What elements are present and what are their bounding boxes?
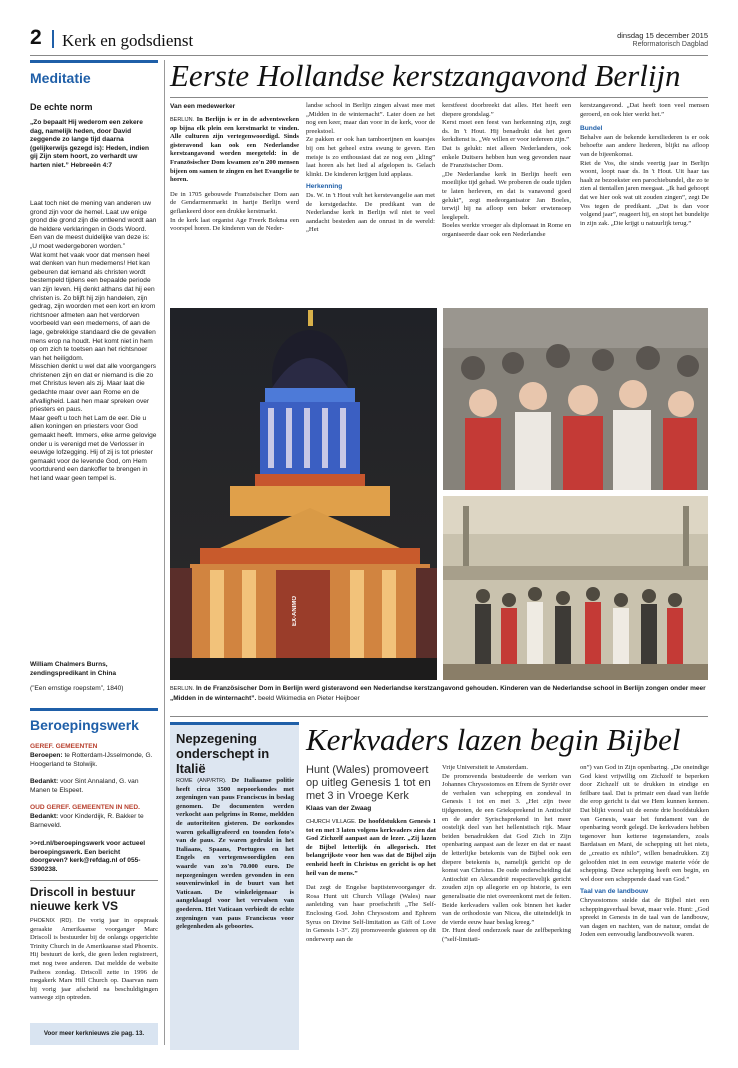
- geref-bedankt: Bedankt: voor Sint Annaland, G. van Manen te Elspeet.: [30, 778, 139, 794]
- section-title: Kerk en godsdienst: [62, 31, 194, 50]
- page-number: 2: [30, 26, 42, 49]
- photo-franzosischer-dom: [170, 308, 437, 680]
- main-headline: Eerste Hollandse kerstzangavond Berlijn: [170, 58, 681, 93]
- main-photo-caption: BERLIJN. In de Französischer Dom in Berlijn werd gisteravond een Nederlandse kerstzangavond gehouden. Kinderen van de Nederlandse school in Berlijn zongen onder meer „Midden in de winternacht”. beeld Wikimedia en Pieter Heijboer: [170, 685, 706, 702]
- meditatie-heading: De echte norm: [30, 102, 93, 112]
- main-byline: Van een medewerker: [170, 103, 236, 110]
- beroepingswerk-title: Beroepingswerk: [30, 717, 139, 733]
- geref-beroepen: Beroepen: te Rotterdam-IJsselmonde, G. Hoogerland te Stolwijk.: [30, 752, 153, 768]
- meditatie-quote: „Zo bepaalt Hij wederom een zekere dag, namelijk heden, door David zeggende zo lange tijd daarna (gelijkerwijs gezegd is): Heden, indien gij Zijn stem hoort, zo verhardt uw harten niet.” Hebreeën 4:7: [30, 119, 150, 169]
- meditatie-body: Laat toch niet de mening van anderen uw grond zijn voor de hemel. Laat uw enige grond die grond zijn die ontleend wordt aan de heldere verklaringen in Gods Woord. Een van de meest duidelijke van deze is: „U moet wedergeboren worden.” Wat komt het vaak voor dat mensen heel wat denken van hun medemens! Het kan gebeuren dat iemand als christen wordt bestempeld tijdens een bepaalde periode van zijn leven. Hij denkt althans dat hij een christen is. Zo blijft hij zijn handelen, zijn gedrag, zijn woorden met een kort en krom richtsnoer afmeten aan het verdorven voorbeeld van een medemens, of aan de lage, gebrekkige standaard die de gevallen mens erop na houdt. Het komt niet in hem op om zich te toetsen aan het richtsnoer van het heiligdom. Misschien denkt u wel dat alle voorgangers christenen zijn en dat er niemand is die zo met Christus leven als zij. Maar laat die gedachte maar over aan Rome en de afvalligheid. Laat hen maar spreken over priesters en paus. Maar geeft u toch het Lam de eer. Die u allen koningen en priesters voor God gemaakt heeft. Immers, elke arme gelovige onder u is verenigd met de Verlosser in eeuwige lofzegging. Hij of zij is tot priester gemaakt voor de levende God, om Hem voortdurend een dankoffer te brengen in het land waar geen tempel is.: [30, 200, 157, 482]
- more-news-box[interactable]: Voor meer kerknieuws zie pag. 13.: [30, 1023, 158, 1045]
- italy-body: ROME (ANP/RTR). De Italiaanse politie heeft circa 3500 nepoorkondes met zegeningen van paus Franciscus in beslag genomen. De documenten werden verkocht aan pelgrims in Rome, meldden de autoriteiten gisteren. De oorkondes waren gekalligrafeerd en toonden foto's van de paus. Ze waren gedrukt in het Italiaans, Spaans, Portugees en het Engels en vertegenwoordigden een waarde van zo'n 70.000 euro. De nepzegeningen werden gevonden in een souvenirwinkel in de buurt van het Vaticaan. De winkeleigenaar is aangeklaagd voor het vervalsen van goederen. Het Vaticaan verbiedt de echte zegeningen van paus Franciscus voor gelegenheden als geboortes.: [176, 777, 294, 931]
- kerkvaders-headline: Kerkvaders lazen begin Bijbel: [306, 722, 681, 757]
- meditatie-author: William Chalmers Burns, zendingspredikant in China: [30, 661, 117, 677]
- kerkvaders-intro: Hunt (Wales) promoveert op uitleg Genesis 1 tot en met 3 in Vroege Kerk: [306, 764, 431, 802]
- header-date: dinsdag 15 december 2015: [617, 31, 708, 40]
- header-rule: [30, 55, 708, 56]
- sidebar: [30, 60, 158, 1045]
- sidebar-divider: [164, 60, 165, 1045]
- kerkvaders-col-3: on”) van God in Zijn openbaring. „De oneindige God kiest vrijwillig om Zichzelf te beperken door Zichzelf uit te drukken in eindige en feilbare taal. Dat is primair een daad van liefde die erop gericht is dat we Hem kunnen kennen. Dat blijkt vooral uit de eerste drie hoofdstukken van Genesis, waar het fundament van de openbaring wordt gelegd. De kerkvaders hebben tegenover hun ketterse tegenstanders, zoals Bardaisan en Mani, de schepping uit het niets, de „creatio ex nihilo”, willen benadrukken. Zij geloofden niet in een eeuwige materie vóór de schepping. Deze schepping heeft een begin, en wel door een scheppende daad van God.” Taal van de landbouw Chrysostomos stelde dat de Bijbel niet een scheppingsverhaal bevat, maar vele. Hunt: „God spreekt in Genesis in de taal van de landbouw, van dagen en nachten, van de natuur, omdat de Joden een eenvoudig landbouwvolk waren.: [580, 764, 709, 939]
- meditatie-source: (”Een ernstige roepstem”, 1840): [30, 685, 124, 692]
- beroeping-info[interactable]: >>rd.nl/beroepingswerk voor actueel beroepingswerk. Een bericht doorgeven? kerk@refdag.nl of 055-5390238.: [30, 840, 146, 873]
- driscoll-title: Driscoll in bestuur nieuwe kerk VS: [30, 885, 136, 913]
- oud-geref-header: OUD GEREF. GEMEENTEN IN NED.: [30, 804, 140, 811]
- kerkvaders-col-2: Vrije Universiteit te Amsterdam. De promovenda bestudeerde de werken van Johannes Chrysostomos en Efrem de Syriër over de verhalen van schepping en zondeval in Genesis 1 tot en met 3. „Het zijn twee tijdgenoten, de een Grieksprekend in Antiochië en de ander Syrischsprekend in het meer oostelijk deel van het hellenistisch rijk. Maar beiden benadrukken dat God Zich in Zijn openbaring aanpast aan de lezer en dat er naast de letterlijke betekenis van de Bijbel ook een diepere betekenis is, namelijk gericht op de komst van Christus. De oude onderscheiding dat Antiochië en Alexandrië respectievelijk gericht zouden zijn op allegorie en op historie, is een generalisatie die niet overeenkomt met de feiten. Beide kerkvaders vallen ook binnen het kader van de orthodoxie van Nicea, die uiteindelijk in de vierde eeuw haar beslag kreeg.” Dr. Hunt deed onderzoek naar de zelfbeperking (”self-limitati-: [442, 764, 571, 943]
- main-col-3: kerstfeest doorbreekt dat alles. Het heeft een diepere grondslag.” Kerst moet een feest van herkenning zijn, zegt ds. In 't Hout. Hij benadrukt dat het geen kerkdienst is. „We willen er voor iedereen zijn.” Dat is gelukt: niet alleen Nederlanders, ook enkele Duitsers hebben hun weg gevonden naar de Französischer Dom. „De Nederlandse kerk in Berlijn heeft een moeilijke tijd gehad. We proberen de oude tijden te laten herleven, en dat is vanavond goed gelukt”, zegt medeorganisator Jan Boeles, terwijl hij na afloop een beker erwtensoep leeglepelt. Boeles werkte vroeger als diplomaat in Rome en organiseerde daar ook een Nederlandse: [442, 102, 571, 238]
- header-divider: [52, 30, 54, 48]
- main-col-4: kerstzangavond. „Dat heeft toen veel mensen geroerd, en ook hier werkt het.” Bundel Behalve aan de bekende kerstliederen is er ook behoefte aan andere liederen, blijkt na afloop van de bijeenkomst. Riet de Vos, die sinds veertig jaar in Berlijn woont, loopt naar ds. In 't Hout. Uit haar tas haalt ze bezoekster een parochiebundel, die zo te zien al tientallen jaren meegaat. „Ik had gehoopt dat we hier ook wat uit zouden zingen”, zegt De Vos tegen de predikant. „Dat is dan voor volgend jaar”, reageert hij, en stopt het bundeltje in zijn zak. „Die krijgt u natuurlijk terug.”: [580, 102, 709, 227]
- italy-title: Nepzegening onderschept in Italië: [176, 731, 270, 776]
- italy-box: [170, 722, 299, 1050]
- dom-banner: EX-ANIMO: [292, 596, 298, 626]
- driscoll-body: PHOENIX (RD). De vorig jaar in opspraak geraakte Amerikaanse voorganger Marc Driscoll is bestuurder bij de onlangs opgerichte Trinity Church in de Amerikaanse stad Phoenix. Hij bestuurt de kerk, die geen leden registreert, met nog twee anderen. Dat meldde de website Patheos zondag. Driscoll zette in 1996 de megakerk Mars Hill Church op. Daarvan nam hij vorig jaar afscheid na beschuldigingen vanwege zijn optreden.: [30, 917, 158, 1002]
- photo-children-singing: [443, 308, 708, 490]
- main-col-1: BERLIJN. In Berlijn is er in de adventsweken op bijna elk plein een kerstmarkt te vinden. Alle culturen zijn vertegenwoordigd. Sinds gisteravond kan ook een Nederlandse kerstzangavond worden meegeteld: in de Französischer Dom kwamen zo'n 200 mensen bijeen om samen te zingen en het Evangelie te horen. De in 1705 gebouwde Französischer Dom aan de Gendarmenmarkt in hartje Berlijn werd geflankeerd door een drukke kerstmarkt. In de kerk laat organist Age Freerk Bokma een voorspel horen. De kinderen van de Neder-: [170, 116, 299, 233]
- header-paper: Reformatorisch Dagblad: [632, 41, 708, 48]
- dom-illustration: [170, 308, 437, 680]
- main-col-2: landse school in Berlijn zingen alvast mee met „Midden in de winternacht”. Later doen ze het nog een keer, maar dan voor in de kerk, voor de preekstoel. Ze pakken er ook han tamboerijnen en kaarsjes bij om het geheel extra swung te geven. Een meisje is zo enthousiast dat ze nog een „kling” laat horen als het lied al afgelopen is. Gelach klinkt. De kinderen krijgen luid applaus. Herkenning Ds. W. in 't Hout vult het kerstevangelie aan met de kerstgedachte. De predikant van de Nederlandse kerk in Berlijn wil niet te veel aandacht besteden aan de onrust in de wereld: „Het: [306, 102, 435, 234]
- meditatie-title: Meditatie: [30, 70, 91, 86]
- oud-geref-bedankt: Bedankt: voor Kinderdijk, R. Bakker te Barneveld.: [30, 813, 144, 829]
- kerkvaders-col-1: CHURCH VILLAGE. De hoofdstukken Genesis 1 tot en met 3 laten volgens kerkvaders zien dat God Zichzelf aanpast aan de lezer. „Zij lazen de Bijbel letterlijk én allegorisch. Het belangrijkste voor hen was dat de Bijbel zijn eenheid heeft in Christus en gericht is op het heil van de mens.” Dat zegt de Engelse baptistenvoorganger dr. Rosa Hunt uit Church Village (Wales) naar aanleiding van haar proefschrift „The Self-Enclosing God. John Chrysostom and Ephrem Syrus on Divine Self-limitation as Gift of Love in Genesis 1-3”. Zij promoveerde gisteren op dit onderwerp aan de: [306, 818, 436, 943]
- kerkvaders-author: Klaas van der Zwaag: [306, 805, 372, 812]
- photo-children-in-church: [443, 496, 708, 680]
- geref-header: GEREF. GEMEENTEN: [30, 743, 98, 750]
